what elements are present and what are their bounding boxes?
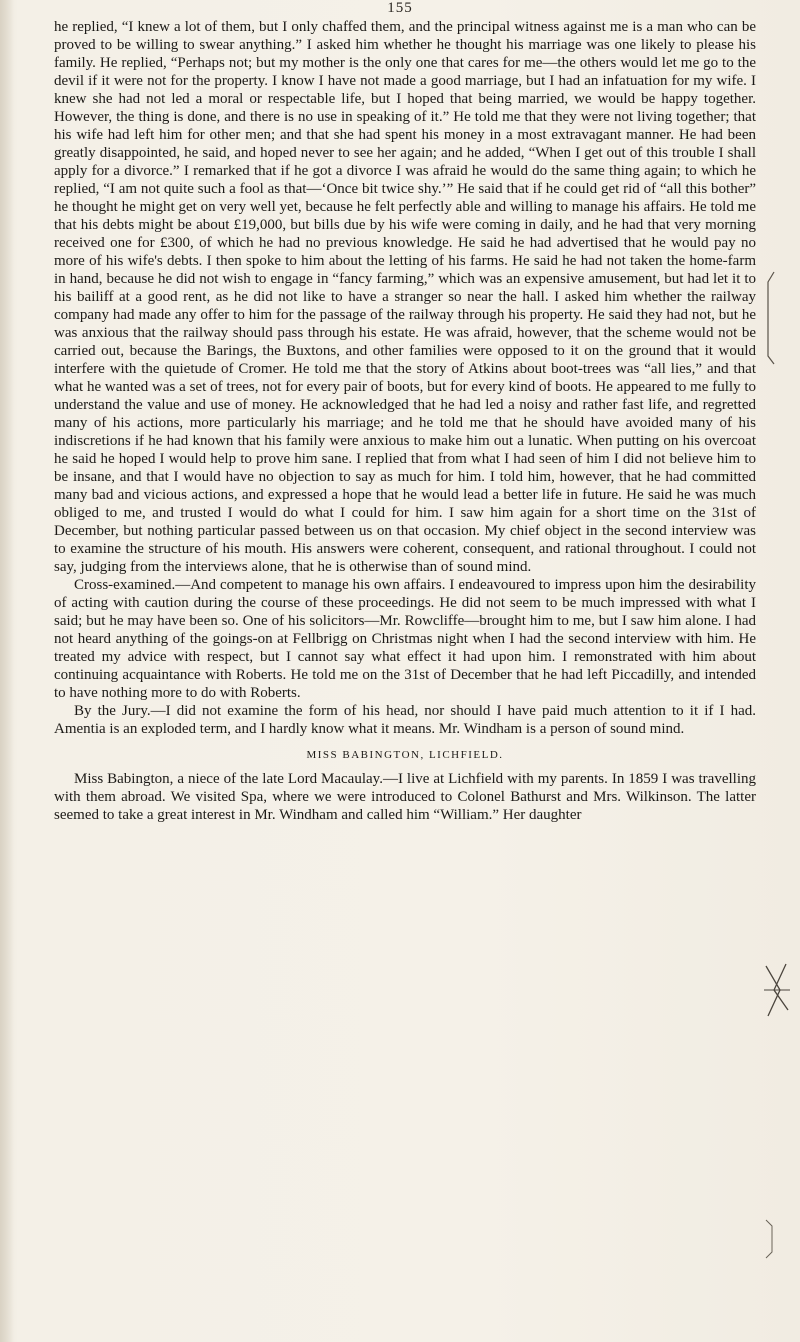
body-text [54,18,756,824]
margin-bracket-mark-lower [762,1218,778,1260]
binding-gutter [0,0,14,1342]
margin-bracket-mark [764,270,784,366]
page-number: 155 [387,0,413,16]
testimony-paragraph-1: he replied, “I knew a lot of them, but I only chaffed them, and the principal witness against me is a man who can be proved to be willing to swear anything.” I asked him whether he thought his marriage was one likely to please his family. He replied, “Perhaps not; but my mother is the only one that cares for me—the others would let me go to the devil if it were not for the property. I know I have not made a good marriage, but I had an infatuation for my wife. I knew she had not led a moral or respectable life, but I hoped that being married, we would be happy together. However, the thing is done, and there is no use in speaking of it.” He told me that they were not living together; that his wife had left him for other men; and that she had spent his money in a most extravagant manner. He had been greatly disappointed, he said, and hoped never to see her again; and he added, “When I get out of this trouble I shall apply for a divorce.” I remarked that if he got a divorce I was afraid he would do the same thing again; to which he replied, “I am not quite such a fool as that—‘Once bit twice shy.’” He said that if he could get rid of “all this bother” he thought he might get on very well yet, because he felt perfectly able and willing to manage his affairs. He told me that his debts might be about £19,000, but bills due by his wife were coming in daily, and he had that very morning received one for £300, of which he had no previous knowledge. He said he had advertised that he would pay no more of his wife's debts. I then spoke to him about the letting of his farms. He said he had not taken the home-farm in hand, because he did not wish to engage in “fancy farming,” which was an expensive amusement, but had let it to his bailiff at a good rent, as he did not like to have a stranger so near the hall. I asked him whether the railway company had made any offer to him for the passage of the railway through his property. He said they had not, but he was anxious that the railway should pass through his estate. He was afraid, however, that the scheme would not be carried out, because the Barings, the Buxtons, and other families were opposed to it on the ground that it would interfere with the quietude of Cromer. He told me that the story of Atkins about boot-trees was “all lies,” and that what he wanted was a set of trees, not for every pair of boots, but for every kind of boots. He appeared to me fully to understand the value and use of money. He acknowledged that he had led a noisy and rather fast life, and regretted many of his actions, more particularly his marriage; and he told me that he should have avoided many of his indiscretions if he had known that his family were anxious to make him out a lunatic. When putting on his overcoat he said he hoped I would help to prove him sane. I replied that from what I had seen of him I did not believe him to be insane, and that I would have no objection to say as much for him. I told him, however, that he had committed many bad and vicious actions, and expressed a hope that he would lead a better life in future. He said he was much obliged to me, and trusted I would do what I could for him. I saw him again for a short time on the 31st of December, but nothing particular passed between us on that occasion. My chief object in the second interview was to examine the structure of his mouth. His answers were coherent, consequent, and rational throughout. I could not say, judging from the interviews alone, that he is otherwise than of sound mind. [54,19,756,575]
margin-pencil-mark [760,960,794,1020]
cross-examination-paragraph: Cross-examined.—And competent to manage his own affairs. I endeavoured to impress upon him the desirability of acting with caution during the course of these proceedings. He did not seem to be much impressed with what I said; but he may have been so. One of his solicitors—Mr. Rowcliffe—brought him to me, but I saw him alone. I had not heard anything of the goings-on at Fellbrigg on Christmas night when I had the second interview with him. He treated my advice with respect, but I cannot say what effect it had upon him. I remonstrated with him about continuing acquaintance with Roberts. He told me on the 31st of December that he had left Piccadilly, and intended to have nothing more to do with Roberts. [54,577,756,701]
jury-question-paragraph: By the Jury.—I did not examine the form of his head, nor should I have paid much attention to it if I had. Amentia is an exploded term, and I hardly know what it means. Mr. Windham is a person of sound mind. [54,703,756,737]
section-heading: MISS BABINGTON, LICHFIELD. [306,749,504,761]
babington-testimony-paragraph: Miss Babington, a niece of the late Lord Macaulay.—I live at Lichfield with my parents. In 1859 I was travelling with them abroad. We visited Spa, where we were introduced to Colonel Bathurst and Mrs. Wilkinson. The latter seemed to take a great interest in Mr. Windham and called him “William.” Her daughter [54,771,756,823]
